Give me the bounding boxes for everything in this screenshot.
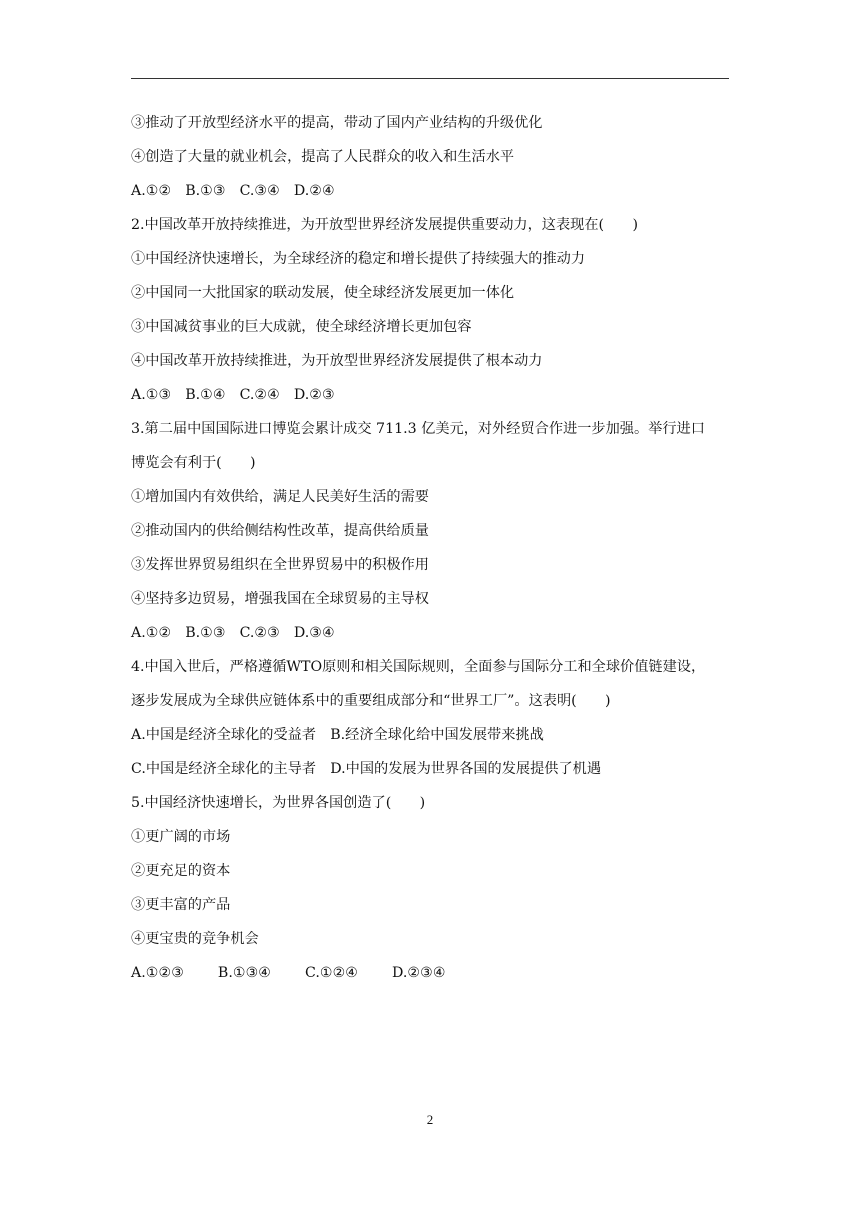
q5-item-4: ④更宝贵的竞争机会 (131, 931, 259, 947)
q2-option-a: A.①③ (131, 387, 172, 403)
header-rule (131, 78, 729, 79)
q3-item-1: ①增加国内有效供给，满足人民美好生活的需要 (131, 489, 429, 505)
q1-option-a: A.①② (131, 183, 172, 199)
q2-item-3: ③中国减贫事业的巨大成就，使全球经济增长更加包容 (131, 319, 472, 335)
q5-option-b: B.①③④ (217, 965, 272, 981)
q1-item-3: ③推动了开放型经济水平的提高，带动了国内产业结构的升级优化 (131, 115, 543, 131)
q1-item-4: ④创造了大量的就业机会，提高了人民群众的收入和生活水平 (131, 149, 515, 165)
q2-item-1: ①中国经济快速增长，为全球经济的稳定和增长提供了持续强大的推动力 (131, 251, 586, 267)
q1-option-c: C.③④ (239, 183, 280, 199)
q2-item-4: ④中国改革开放持续推进，为开放型世界经济发展提供了根本动力 (131, 353, 543, 369)
q2-stem: 2.中国改革开放持续推进，为开放型世界经济发展提供重要动力，这表现在( ) (131, 217, 638, 233)
q5-option-c: C.①②④ (305, 965, 359, 981)
q4-stem-line2: 逐步发展成为全球供应链体系中的重要组成部分和“世界工厂”。这表明( ) (131, 693, 611, 709)
q1-options (131, 174, 735, 208)
q2-options (131, 378, 735, 412)
page-number: 2 (426, 1112, 434, 1127)
q3-stem-line2: 博览会有利于( ) (131, 455, 256, 471)
q2-option-c: C.②④ (239, 387, 280, 403)
q5-options (131, 956, 735, 990)
q3-stem-line1: 3.第二届中国国际进口博览会累计成交 711.3 亿美元，对外经贸合作进一步加强。举行进口 (131, 421, 705, 437)
q5-option-d: D.②③④ (392, 965, 446, 981)
q2-option-b: B.①④ (185, 387, 226, 403)
q2-option-d: D.②③ (293, 387, 335, 403)
q3-item-2: ②推动国内的供给侧结构性改革，提高供给质量 (131, 523, 429, 539)
q3-item-3: ③发挥世界贸易组织在全世界贸易中的积极作用 (131, 557, 429, 573)
q3-option-b: B.①③ (185, 625, 226, 641)
q5-item-1: ①更广阔的市场 (131, 829, 231, 845)
q3-item-4: ④坚持多边贸易，增强我国在全球贸易的主导权 (131, 591, 429, 607)
q3-option-a: A.①② (131, 625, 172, 641)
q3-options (131, 616, 735, 650)
q3-option-d: D.③④ (293, 625, 335, 641)
q4-options-line1: A.中国是经济全球化的受益者 B.经济全球化给中国发展带来挑战 (131, 727, 544, 743)
q5-stem: 5.中国经济快速增长，为世界各国创造了( ) (131, 795, 426, 811)
q3-option-c: C.②③ (239, 625, 280, 641)
q5-option-a: A.①②③ (131, 965, 184, 981)
q2-item-2: ②中国同一大批国家的联动发展，使全球经济发展更加一体化 (131, 285, 515, 301)
q1-option-d: D.②④ (293, 183, 335, 199)
q5-item-3: ③更丰富的产品 (131, 897, 231, 913)
q4-stem-line1: 4.中国入世后，严格遵循WTO原则和相关国际规则，全面参与国际分工和全球价值链建设， (131, 659, 706, 675)
q5-item-2: ②更充足的资本 (131, 863, 231, 879)
q4-options-line2: C.中国是经济全球化的主导者 D.中国的发展为世界各国的发展提供了机遇 (131, 761, 602, 777)
question-content (131, 106, 735, 990)
q1-option-b: B.①③ (185, 183, 226, 199)
